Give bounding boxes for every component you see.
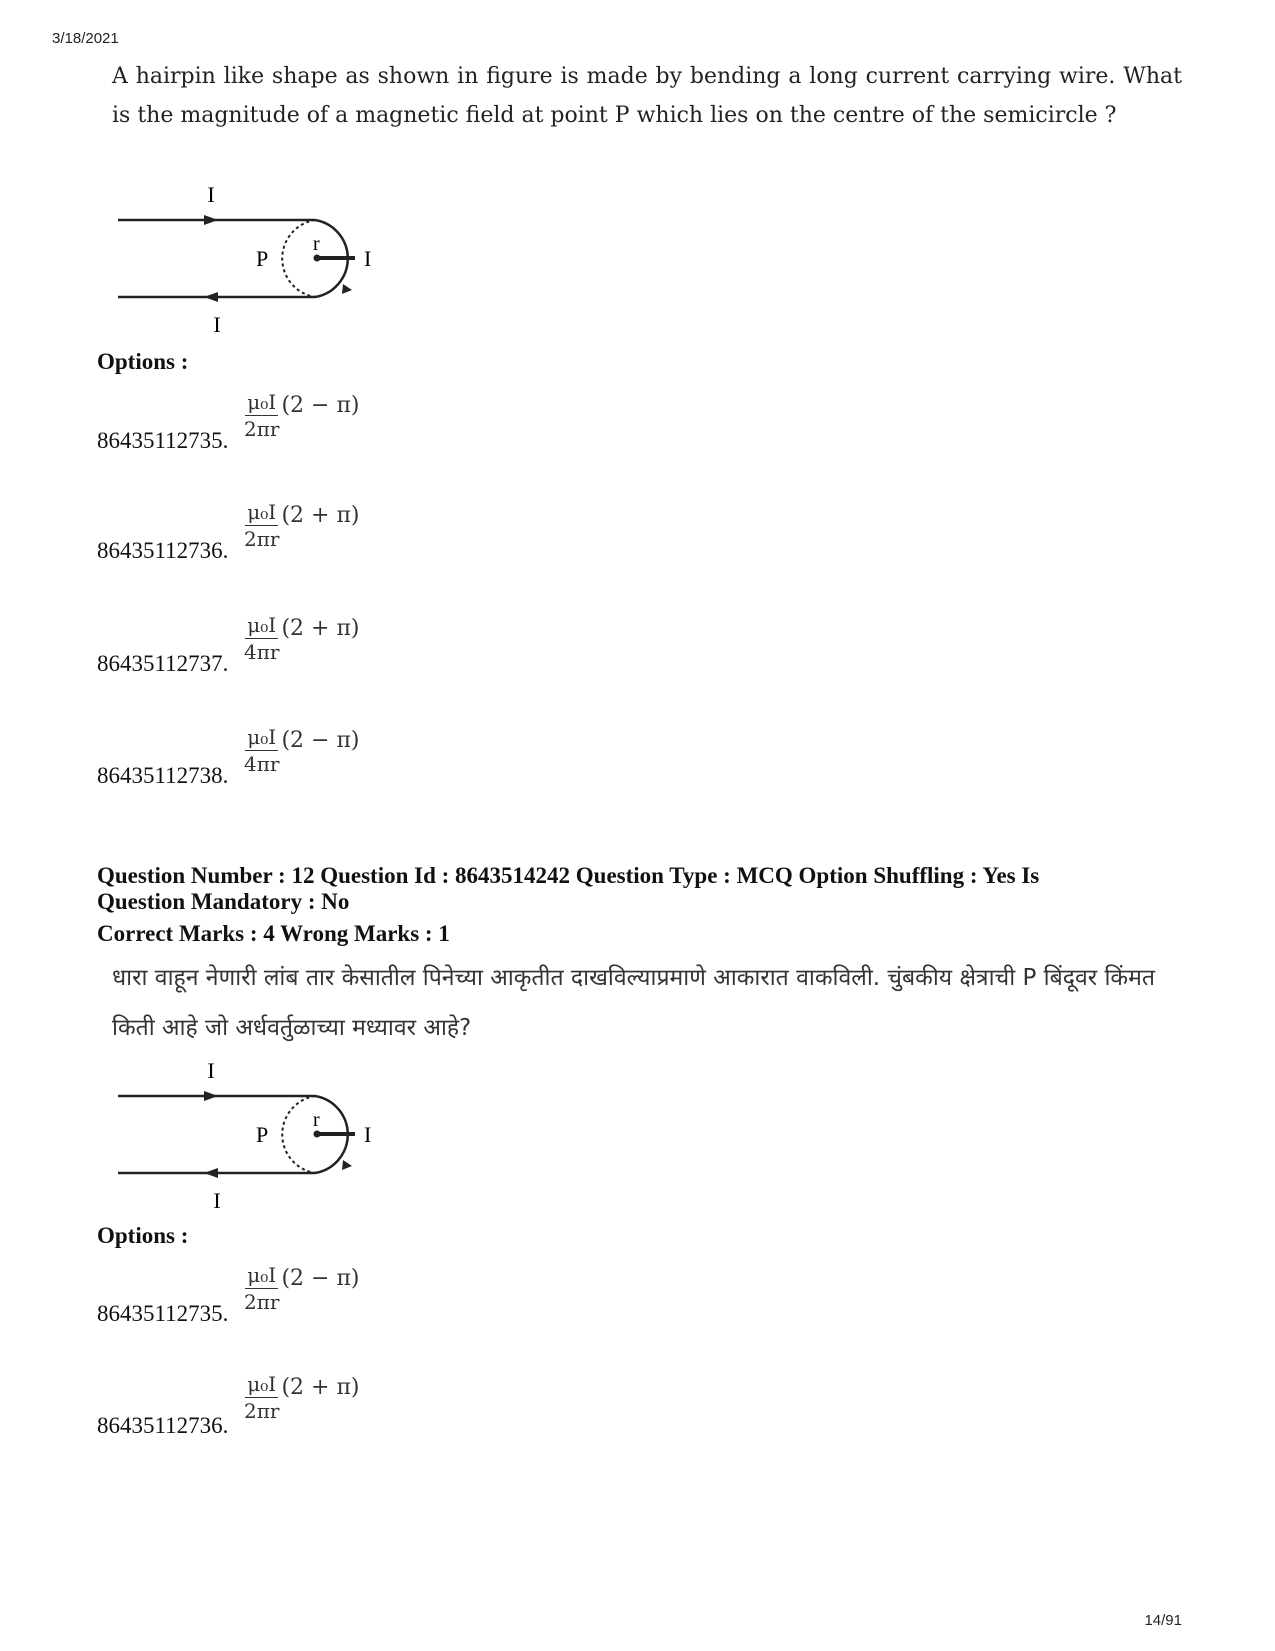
option-formula — [244, 613, 359, 664]
question-text: धारा वाहून नेणारी लांब तार केसातील पिनेच्या आकृतीत दाखविल्याप्रमाणे आकारात वाकविली. चुंबकीय क्षेत्राची P बिंदूवर किंमत किती आहे जो अर्धवर्तुळाच्या मध्यावर आहे? — [112, 965, 1155, 1041]
formula-denominator: 2πr — [244, 1290, 280, 1314]
arrow-right-icon — [204, 1091, 218, 1101]
page-number: 14/91 — [1144, 1612, 1182, 1629]
arrow-right-icon — [204, 215, 218, 225]
option-formula — [244, 1263, 359, 1314]
option-formula — [244, 1372, 359, 1423]
option-id: 86435112735. — [97, 1301, 229, 1326]
question-marks: Correct Marks : 4 Wrong Marks : 1 — [97, 921, 450, 946]
current-label-top: I — [207, 182, 215, 207]
formula-numerator: μ₀I — [247, 1372, 277, 1396]
hairpin-figure — [110, 180, 390, 340]
option-formula — [244, 500, 359, 551]
option-id: 86435112737. — [97, 651, 229, 676]
question-meta-line: Question Mandatory : No — [97, 889, 350, 914]
hairpin-figure — [110, 1056, 390, 1216]
current-label-top: I — [207, 1058, 215, 1083]
radius-label: r — [313, 233, 320, 255]
options-label: Options : — [97, 1223, 189, 1248]
point-label: P — [256, 246, 269, 271]
print-date: 3/18/2021 — [52, 30, 119, 47]
formula-denominator: 4πr — [244, 752, 280, 776]
option-id: 86435112736. — [97, 538, 229, 563]
option-id: 86435112738. — [97, 763, 229, 788]
formula-factor: (2 − π) — [281, 728, 360, 753]
formula-numerator: μ₀I — [247, 390, 277, 414]
current-label-right: I — [364, 1122, 372, 1147]
formula-factor: (2 − π) — [281, 393, 360, 418]
formula-numerator: μ₀I — [247, 725, 277, 749]
formula-factor: (2 + π) — [281, 616, 360, 641]
arrow-left-icon — [204, 292, 218, 302]
question-meta — [97, 863, 1039, 915]
question-meta-line: Question Number : 12 Question Id : 8643514242 Question Type : MCQ Option Shuffling : Yes Is — [97, 863, 1040, 888]
formula-factor: (2 + π) — [281, 503, 360, 528]
option-id: 86435112736. — [97, 1413, 229, 1438]
formula-factor: (2 − π) — [281, 1266, 360, 1291]
question-text: A hairpin like shape as shown in figure is made by bending a long current carrying wire. What is the magnitude of a magnetic field at point P which lies on the centre of the semicircle ? — [112, 64, 1182, 128]
arrow-left-icon — [204, 1168, 218, 1178]
formula-numerator: μ₀I — [247, 1263, 277, 1287]
formula-denominator: 2πr — [244, 527, 280, 551]
formula-numerator: μ₀I — [247, 500, 277, 524]
option-formula — [244, 390, 359, 441]
current-label-bottom: I — [213, 312, 221, 337]
formula-denominator: 2πr — [244, 1399, 280, 1423]
options-label: Options : — [97, 349, 189, 374]
current-label-bottom: I — [213, 1188, 221, 1213]
current-label-right: I — [364, 246, 372, 271]
point-label: P — [256, 1122, 269, 1147]
formula-denominator: 4πr — [244, 640, 280, 664]
formula-denominator: 2πr — [244, 417, 280, 441]
radius-label: r — [313, 1109, 320, 1131]
formula-numerator: μ₀I — [247, 613, 277, 637]
formula-factor: (2 + π) — [281, 1375, 360, 1400]
option-id: 86435112735. — [97, 428, 229, 453]
option-formula — [244, 725, 359, 776]
